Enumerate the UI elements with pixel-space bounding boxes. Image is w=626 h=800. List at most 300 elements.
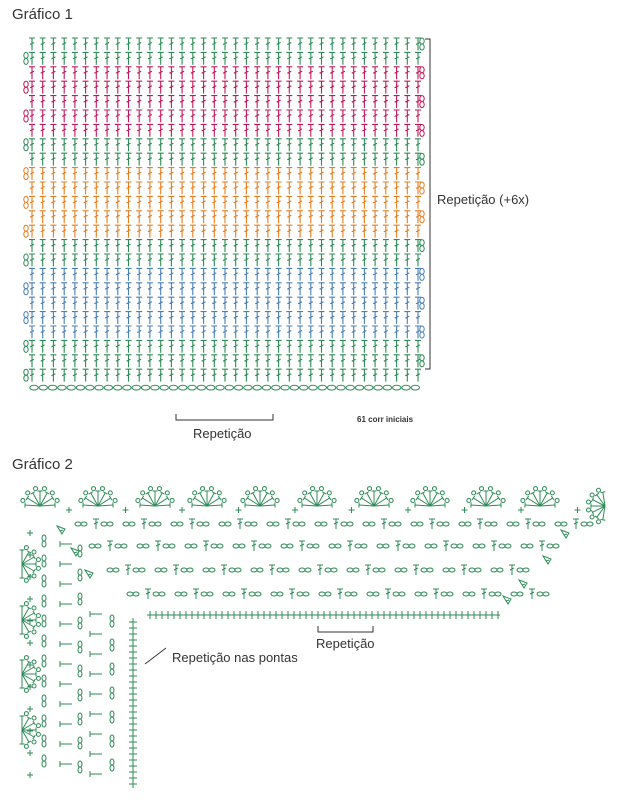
chain-group <box>377 544 389 548</box>
chain-group <box>101 522 113 526</box>
base-column <box>129 618 137 788</box>
stitch-row <box>29 297 424 309</box>
chain-stitch <box>318 385 326 390</box>
turning-chain <box>420 240 424 252</box>
chain-group <box>42 615 46 627</box>
chain-group <box>267 522 279 526</box>
chain-group <box>373 568 385 572</box>
tall-stitch <box>477 519 483 529</box>
chain-stitch <box>281 385 289 390</box>
chain-stitch <box>244 385 252 390</box>
chain-group <box>185 544 197 548</box>
chain-group <box>123 522 135 526</box>
tall-stitch <box>60 601 72 607</box>
chain-group <box>78 761 82 773</box>
tall-stitch <box>155 541 161 551</box>
chain-stitch <box>327 385 335 390</box>
tall-stitch <box>491 541 497 551</box>
tall-stitch <box>289 589 295 599</box>
tall-stitch <box>241 589 247 599</box>
chain-group <box>133 568 145 572</box>
single-crochet <box>575 507 581 513</box>
chain-group <box>110 735 114 747</box>
chain-group <box>137 544 149 548</box>
single-crochet <box>27 750 33 756</box>
tall-stitch <box>60 741 72 747</box>
fan-stitch <box>79 487 117 508</box>
fan-stitch <box>188 487 226 508</box>
chain-stitch <box>58 385 66 390</box>
chain-group <box>75 522 87 526</box>
chain-group <box>489 592 501 596</box>
single-crochet <box>405 507 411 513</box>
single-crochet <box>518 507 524 513</box>
foundation-chain <box>30 385 420 390</box>
chain-group <box>511 592 523 596</box>
chain-group <box>115 544 127 548</box>
single-crochet <box>123 507 129 513</box>
chain-group <box>547 544 559 548</box>
tall-stitch <box>347 541 353 551</box>
chain-group <box>42 555 46 567</box>
chain-group <box>171 522 183 526</box>
tall-stitch <box>433 589 439 599</box>
turning-chain <box>24 168 28 180</box>
chain-group <box>78 593 82 605</box>
tall-stitch <box>60 661 72 667</box>
stitch-row <box>24 312 421 324</box>
chain-group <box>307 544 319 548</box>
chain-group <box>469 568 481 572</box>
chain-group <box>437 522 449 526</box>
chain-stitch <box>337 385 345 390</box>
chain-group <box>415 592 427 596</box>
repeat-bracket <box>318 626 373 632</box>
chain-group <box>393 592 405 596</box>
tall-stitch <box>221 565 227 575</box>
chain-group <box>517 568 529 572</box>
tall-stitch <box>251 541 257 551</box>
tall-stitch <box>93 519 99 529</box>
tall-stitch <box>173 565 179 575</box>
stitch-row <box>24 340 421 352</box>
turning-chain <box>420 67 424 79</box>
tall-stitch <box>529 589 535 599</box>
tall-stitch <box>90 691 102 697</box>
tall-stitch <box>333 519 339 529</box>
single-crochet <box>27 772 33 778</box>
chart-1-title: Gráfico 1 <box>12 6 73 23</box>
chain-group <box>203 568 215 572</box>
stitch-row <box>24 225 421 237</box>
chain-group <box>341 522 353 526</box>
chain-group <box>537 592 549 596</box>
picot-stitch <box>57 526 65 534</box>
chain-group <box>441 592 453 596</box>
chain-group <box>499 544 511 548</box>
stitch-row <box>24 81 421 93</box>
chain-stitch <box>30 385 38 390</box>
chain-group <box>425 544 437 548</box>
tall-stitch <box>60 681 72 687</box>
chain-stitch <box>39 385 47 390</box>
tall-stitch <box>60 541 72 547</box>
tall-stitch <box>203 541 209 551</box>
chain-stitch <box>104 385 112 390</box>
chain-stitch <box>365 385 373 390</box>
chain-group <box>297 592 309 596</box>
tall-stitch <box>429 519 435 529</box>
stitch-row <box>24 168 421 180</box>
tall-stitch <box>525 519 531 529</box>
chain-group <box>507 522 519 526</box>
tall-stitch <box>90 611 102 617</box>
tall-stitch <box>90 731 102 737</box>
tall-stitch <box>107 541 113 551</box>
base-row <box>147 611 500 619</box>
chain-group <box>219 522 231 526</box>
chain-group <box>229 568 241 572</box>
chain-group <box>78 617 82 629</box>
chain-group <box>78 569 82 581</box>
tall-stitch <box>90 631 102 637</box>
stitch-row <box>24 52 421 64</box>
chain-stitch <box>383 385 391 390</box>
tall-stitch <box>189 519 195 529</box>
tall-stitch <box>481 589 487 599</box>
picot-stitch <box>85 570 93 578</box>
chain-group <box>42 695 46 707</box>
tall-stitch <box>443 541 449 551</box>
fan-stitch <box>411 487 449 508</box>
chain-group <box>259 544 271 548</box>
tall-stitch <box>237 519 243 529</box>
tall-stitch <box>395 541 401 551</box>
stitch-row <box>29 182 424 194</box>
tall-stitch <box>60 561 72 567</box>
chain-stitch <box>123 385 131 390</box>
chain-group <box>110 711 114 723</box>
tall-stitch <box>461 565 467 575</box>
chain-group <box>78 737 82 749</box>
chain-group <box>42 755 46 767</box>
fan-stitch <box>586 488 605 523</box>
chain-group <box>581 522 593 526</box>
chain-group <box>251 568 263 572</box>
single-crochet <box>292 507 298 513</box>
turning-chain <box>24 196 28 208</box>
chain-group <box>555 522 567 526</box>
chain-stitch <box>141 385 149 390</box>
repeat-label: Repetição <box>316 636 375 651</box>
turning-chain <box>420 153 424 165</box>
chain-stitch <box>355 385 363 390</box>
chain-group <box>110 663 114 675</box>
chain-group <box>201 592 213 596</box>
tall-stitch <box>90 751 102 757</box>
chain-group <box>389 522 401 526</box>
chain-stitch <box>346 385 354 390</box>
tall-stitch <box>317 565 323 575</box>
chain-stitch <box>67 385 75 390</box>
chain-group <box>299 568 311 572</box>
chain-group <box>155 568 167 572</box>
fan-stitch <box>21 487 59 508</box>
chain-group <box>42 675 46 687</box>
chain-stitch <box>272 385 280 390</box>
chain-group <box>277 568 289 572</box>
chain-group <box>367 592 379 596</box>
single-crochet <box>179 507 185 513</box>
single-crochet <box>66 507 72 513</box>
chain-group <box>245 522 257 526</box>
picot-stitch <box>543 556 551 564</box>
tall-stitch <box>299 541 305 551</box>
chain-group <box>411 522 423 526</box>
single-crochet <box>27 596 33 602</box>
turning-chain <box>24 340 28 352</box>
tall-stitch <box>141 519 147 529</box>
chain-group <box>451 544 463 548</box>
turning-chain <box>24 283 28 295</box>
tall-stitch <box>285 519 291 529</box>
picot-stitch <box>519 580 527 588</box>
stitch-row <box>29 355 424 367</box>
single-crochet <box>462 507 468 513</box>
turning-chain <box>24 139 28 151</box>
chain-group <box>345 592 357 596</box>
chain-group <box>223 592 235 596</box>
tall-stitch <box>90 711 102 717</box>
turning-chain <box>420 38 424 50</box>
turning-chain <box>420 96 424 108</box>
chain-group <box>78 641 82 653</box>
tall-stitch <box>269 565 275 575</box>
single-crochet <box>349 507 355 513</box>
chain-group <box>421 568 433 572</box>
turning-chain <box>24 225 28 237</box>
single-crochet <box>27 640 33 646</box>
chain-stitch <box>216 385 224 390</box>
chain-group <box>395 568 407 572</box>
tall-stitch <box>385 589 391 599</box>
chain-stitch <box>169 385 177 390</box>
chain-group <box>181 568 193 572</box>
stitch-row <box>29 326 424 338</box>
tall-stitch <box>90 651 102 657</box>
stitch-row <box>29 153 424 165</box>
chain-stitch <box>225 385 233 390</box>
picot-stitch <box>503 596 511 604</box>
chain-group <box>42 715 46 727</box>
turning-chain <box>420 326 424 338</box>
stitch-row <box>24 110 421 122</box>
stitch-row <box>24 139 421 151</box>
chain-group <box>197 522 209 526</box>
turning-chain <box>24 110 28 122</box>
chain-stitch <box>402 385 410 390</box>
stitch-row <box>24 369 421 381</box>
chain-group <box>249 592 261 596</box>
chain-group <box>78 665 82 677</box>
tall-stitch <box>60 701 72 707</box>
chain-group <box>485 522 497 526</box>
turning-chain <box>420 268 424 280</box>
chain-stitch <box>300 385 308 390</box>
chain-stitch <box>197 385 205 390</box>
chain-group <box>42 595 46 607</box>
chain-group <box>363 522 375 526</box>
chain-group <box>107 568 119 572</box>
stitch-rows <box>24 38 424 382</box>
single-crochet <box>27 706 33 712</box>
chain-group <box>355 544 367 548</box>
chain-group <box>42 635 46 647</box>
chain-group <box>533 522 545 526</box>
chain-group <box>233 544 245 548</box>
tall-stitch <box>90 671 102 677</box>
border-stitches <box>20 487 606 788</box>
crochet-chart-1 <box>0 30 626 450</box>
repeat-bottom-bracket <box>176 414 273 420</box>
chain-group <box>42 735 46 747</box>
chain-stitch <box>234 385 242 390</box>
fan-stitch <box>241 487 279 508</box>
chain-stitch <box>132 385 140 390</box>
stitch-row <box>29 38 424 50</box>
chain-group <box>271 592 283 596</box>
turning-chain <box>420 355 424 367</box>
chain-group <box>463 592 475 596</box>
stitch-row <box>29 124 424 136</box>
stitch-row <box>24 283 421 295</box>
stitch-row <box>29 67 424 79</box>
tall-stitch <box>60 621 72 627</box>
tall-stitch <box>60 581 72 587</box>
fan-stitch <box>355 487 393 508</box>
chain-stitch <box>393 385 401 390</box>
turning-chain <box>24 369 28 381</box>
chain-stitch <box>179 385 187 390</box>
turning-chain <box>420 211 424 223</box>
chain-group <box>473 544 485 548</box>
chart-2-title: Gráfico 2 <box>12 456 73 473</box>
tall-stitch <box>90 771 102 777</box>
chain-group <box>521 544 533 548</box>
chain-group <box>127 592 139 596</box>
chain-group <box>42 655 46 667</box>
chain-group <box>211 544 223 548</box>
chain-stitch <box>114 385 122 390</box>
turning-chain <box>24 312 28 324</box>
picot-stitch <box>561 530 569 538</box>
chain-stitch <box>290 385 298 390</box>
stitch-row <box>29 268 424 280</box>
points-pointer-line <box>145 648 166 664</box>
chain-stitch <box>309 385 317 390</box>
fan-stitch <box>136 487 174 508</box>
chain-group <box>110 639 114 651</box>
chain-group <box>281 544 293 548</box>
repeat-bottom-label: Repetição <box>193 426 252 441</box>
chain-group <box>78 545 82 557</box>
tall-stitch <box>413 565 419 575</box>
single-crochet <box>27 530 33 536</box>
tall-stitch <box>125 565 131 575</box>
chain-group <box>163 544 175 548</box>
tall-stitch <box>337 589 343 599</box>
turning-chain <box>24 52 28 64</box>
chain-group <box>315 522 327 526</box>
chain-group <box>325 568 337 572</box>
tall-stitch <box>60 761 72 767</box>
turning-chain <box>24 81 28 93</box>
chain-stitch <box>151 385 159 390</box>
chain-group <box>153 592 165 596</box>
chain-group <box>459 522 471 526</box>
stitch-row <box>24 196 421 208</box>
tall-stitch <box>365 565 371 575</box>
chain-group <box>42 535 46 547</box>
chain-stitch <box>411 385 419 390</box>
repeat-side-bracket <box>425 39 430 369</box>
chain-group <box>329 544 341 548</box>
chain-stitch <box>207 385 215 390</box>
stitch-row <box>24 254 421 266</box>
chain-stitch <box>262 385 270 390</box>
tall-stitch <box>381 519 387 529</box>
turning-chain <box>420 124 424 136</box>
chain-group <box>78 689 82 701</box>
chain-group <box>175 592 187 596</box>
tall-stitch <box>193 589 199 599</box>
stitch-row <box>29 96 424 108</box>
chain-group <box>89 544 101 548</box>
turning-chain <box>24 254 28 266</box>
stitch-row <box>29 211 424 223</box>
chain-group <box>347 568 359 572</box>
turning-chain <box>420 297 424 309</box>
chain-stitch <box>253 385 261 390</box>
chain-group <box>403 544 415 548</box>
fan-stitch <box>467 487 505 508</box>
chain-stitch <box>188 385 196 390</box>
chain-group <box>491 568 503 572</box>
single-crochet <box>236 507 242 513</box>
tall-stitch <box>539 541 545 551</box>
chain-group <box>78 713 82 725</box>
fan-stitch <box>298 487 336 508</box>
chain-group <box>149 522 161 526</box>
repeat-side-label: Repetição (+6x) <box>437 192 530 207</box>
chain-group <box>42 575 46 587</box>
chain-group <box>110 759 114 771</box>
chain-stitch <box>160 385 168 390</box>
chain-group <box>293 522 305 526</box>
tall-stitch <box>573 519 579 529</box>
turning-chain <box>420 182 424 194</box>
tall-stitch <box>145 589 151 599</box>
chain-stitch <box>48 385 56 390</box>
chain-group <box>319 592 331 596</box>
chain-stitch <box>76 385 84 390</box>
tall-stitch <box>60 721 72 727</box>
chain-group <box>443 568 455 572</box>
tall-stitch <box>509 565 515 575</box>
chain-stitch <box>95 385 103 390</box>
start-chain-label: 61 corr iniciais <box>357 415 414 424</box>
crochet-chart-2 <box>0 478 626 800</box>
